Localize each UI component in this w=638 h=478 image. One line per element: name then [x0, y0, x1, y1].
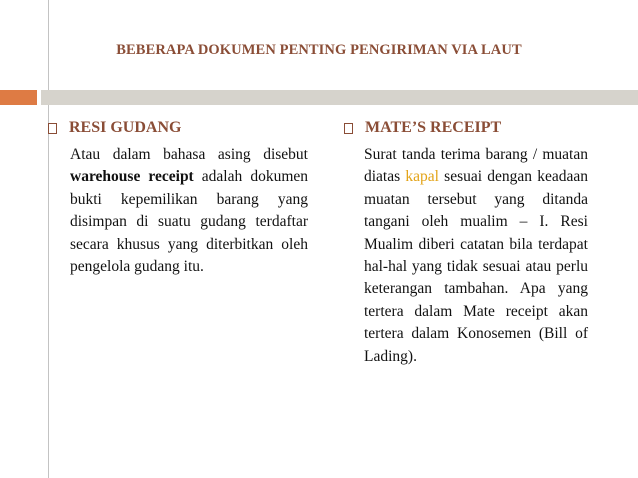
right-heading-row — [344, 117, 588, 139]
decorative-band — [0, 90, 638, 105]
left-heading-row — [48, 117, 308, 139]
square-bullet-icon — [48, 123, 57, 134]
square-bullet-icon — [344, 123, 353, 134]
left-text-part-1: Atau dalam bahasa asing disebut — [70, 146, 308, 163]
right-column — [344, 117, 588, 368]
right-heading: MATE’S RECEIPT — [365, 119, 502, 136]
left-column — [48, 117, 308, 278]
right-text-highlight: kapal — [405, 168, 439, 186]
left-text-part-2: adalah dokumen bukti kepemilikan barang yang disimpan di suatu gudang terdaftar secara khusus yang diterbitkan oleh pengelola gudang itu. — [70, 168, 309, 276]
right-text-part-2: sesuai dengan keadaan muatan tersebut yang ditanda tangani oleh mualim – I. Resi Mualim diberi catatan bila terdapat hal-hal yang tidak sesuai atau perlu keterangan tambahan. Apa yang tertera dalam Mate receipt akan tertera dalam Konosemen (Bill of Lading). — [364, 168, 588, 365]
right-body-text — [364, 144, 588, 368]
left-text-bold: warehouse receipt — [70, 168, 194, 186]
right-text-part-1: Surat tanda terima barang / muatan diatas — [364, 146, 588, 186]
left-body-text — [70, 144, 308, 278]
band-gray-bar — [41, 90, 638, 105]
slide-title: BEBERAPA DOKUMEN PENTING PENGIRIMAN VIA LAUT — [116, 42, 522, 58]
left-heading: RESI GUDANG — [69, 119, 182, 136]
band-orange-block — [0, 90, 37, 105]
